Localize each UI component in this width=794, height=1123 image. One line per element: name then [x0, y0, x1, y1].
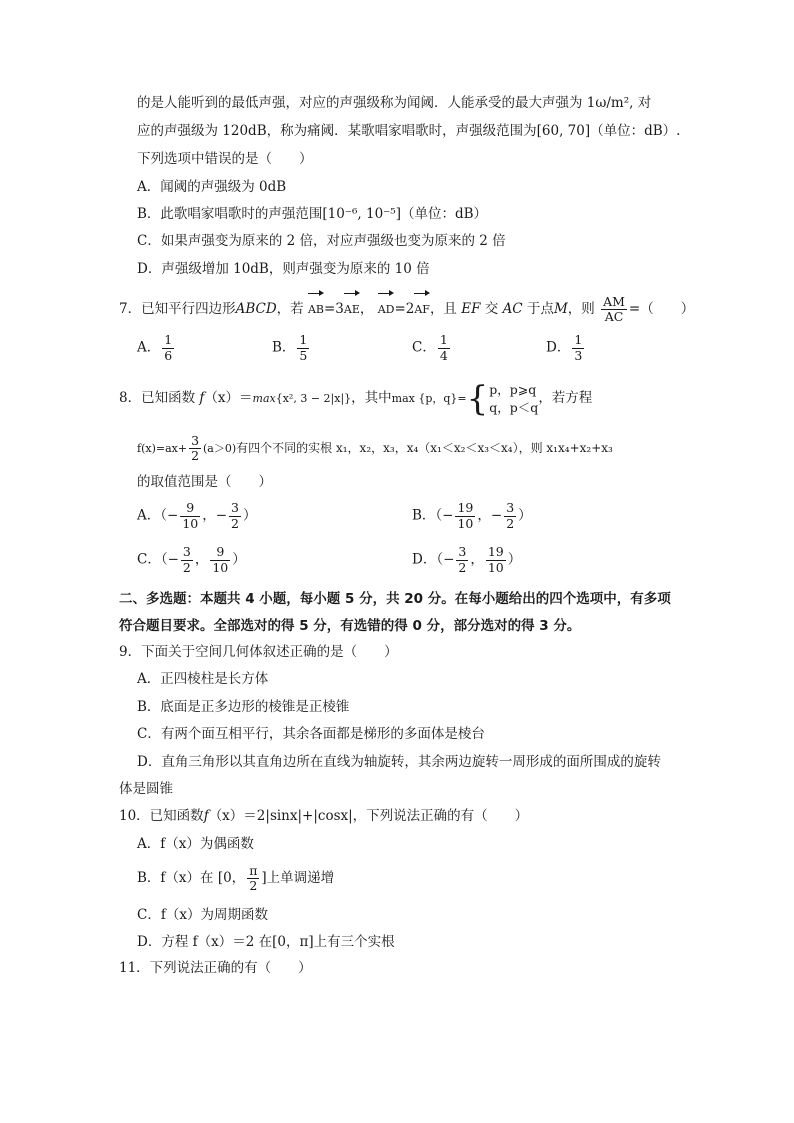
- max-cases: p，p⩾q q，p＜q: [489, 381, 539, 415]
- q7-m: M: [553, 301, 568, 317]
- q10-option-d: D．方程 f（x）＝2 在[0，π]上有三个实根: [137, 934, 395, 950]
- q9-option-d-line-2: 体是圆锥: [119, 781, 173, 797]
- q8-stem-line-3: 的取值范围是（ ）: [137, 474, 272, 490]
- section-2-heading-line-2: 符合题目要求。全部选对的得 5 分，有选错的得 0 分，部分选对的得 3 分。: [119, 618, 581, 634]
- q8-option-b: B．（− $\frac{19}{10}$ ，− $\frac{3}{2}$ ）: [412, 500, 532, 531]
- section-2-heading-line-1: 二、多选题：本题共 4 小题，每小题 5 分，共 20 分。在每小题给出的四个选项中，有多项: [119, 591, 671, 607]
- q9-option-a: A．正四棱柱是长方体: [137, 671, 269, 687]
- vector-af: AF: [414, 292, 430, 324]
- q7-prefix: 7．已知平行四边形: [119, 301, 236, 317]
- q10-option-c: C．f（x）为周期函数: [137, 907, 268, 923]
- q8-option-d: D．（− $\frac{3}{2}$ ， $\frac{19}{10}$ ）: [412, 544, 522, 575]
- q7-stem: [119, 292, 694, 324]
- q7-ze: ，则: [567, 301, 595, 317]
- q7-option-b: B． $\frac{1}{5}$: [272, 332, 308, 363]
- q8-option-c: C．（− $\frac{3}{2}$ ， $\frac{9}{10}$ ）: [137, 544, 246, 575]
- q8-stem-line-2: f(x)=ax+ $\frac{3}{2}$ (a＞0)有四个不同的实根 x₁，x₂，x₃，x₄（x₁＜x₂＜x₃＜x₄），则 x₁x₄+x₂+x₃: [137, 432, 613, 463]
- vector-ae: AE: [344, 292, 360, 324]
- q7-ef: EF: [461, 301, 481, 317]
- q7-option-c: C． $\frac{1}{4}$: [412, 332, 448, 363]
- q9-stem: 9．下面关于空间几何体叙述正确的是（ ）: [119, 644, 398, 660]
- q7-mid: ，且: [429, 301, 457, 317]
- q9-option-c: C．有两个面互相平行，其余各面都是梯形的多面体是棱台: [137, 726, 485, 742]
- q6-option-b: B．此歌唱家唱歌时的声强范围[10⁻⁶, 10⁻⁵]（单位：dB）: [137, 206, 488, 222]
- q9-option-b: B．底面是正多边形的棱锥是正棱锥: [137, 699, 350, 715]
- cases-brace: {: [466, 378, 489, 419]
- vector-ad: AD: [378, 292, 395, 324]
- q10-option-a: A．f（x）为偶函数: [137, 836, 254, 852]
- q7-tail: =（ ）: [628, 301, 695, 317]
- q10-option-b: B．f（x）在 [0， $\frac{\pi}{2}$ ]上单调递增: [137, 862, 335, 893]
- q8-stem-line-1: 8．已知函数 f（x）＝max{x², 3 − 2|x|}，其中max {p，q}={ p，p⩾q q，p＜q ，若方程: [119, 378, 593, 419]
- q6-option-a: A．闻阈的声强级为 0dB: [137, 179, 287, 195]
- vector-ab: AB: [308, 292, 324, 324]
- q7-ac: AC: [502, 301, 523, 317]
- q6-stem-line-3: 下列选项中错误的是（ ）: [137, 151, 313, 167]
- q7-eq3: =3: [324, 301, 344, 317]
- q6-option-c: C．如果声强变为原来的 2 倍，对应声强级也变为原来的 2 倍: [137, 233, 506, 249]
- q6-option-d: D．声强级增加 10dB，则声强变为原来的 10 倍: [137, 261, 430, 277]
- q7-abcd: ABCD: [235, 301, 277, 317]
- q7-comma: ，: [359, 301, 374, 317]
- q7-option-d: D． $\frac{1}{3}$: [546, 332, 583, 363]
- q7-option-a: A． $\frac{1}{6}$: [137, 332, 173, 363]
- q7-yudian: 于点: [522, 301, 554, 317]
- q10-stem: 10．已知函数f（x）＝2|sinx|+|cosx|，下列说法正确的有（ ）: [119, 808, 529, 824]
- q9-option-d-line-1: D．直角三角形以其直角边所在直线为轴旋转，其余两边旋转一周形成的面所围成的旋转: [137, 754, 661, 770]
- q6-stem-line-2: 应的声强级为 120dB，称为痛阈．某歌唱家唱歌时，声强级范围为[60, 70]（单位：dB）.: [137, 123, 681, 139]
- q7-eq2: =2: [394, 301, 415, 317]
- q11-stem: 11．下列说法正确的有（ ）: [119, 960, 312, 976]
- q8-option-a: A．（− $\frac{9}{10}$ ，− $\frac{3}{2}$ ）: [137, 500, 257, 531]
- q7-ruo: ，若: [276, 301, 304, 317]
- q7-ratio-fraction: $\frac{AM}{AC}$: [603, 293, 625, 324]
- q6-stem-line-1: 的是人能听到的最低声强，对应的声强级称为闻阈．人能承受的最大声强为 1ω/m², 对: [137, 95, 652, 111]
- q7-jiao: 交: [480, 301, 503, 317]
